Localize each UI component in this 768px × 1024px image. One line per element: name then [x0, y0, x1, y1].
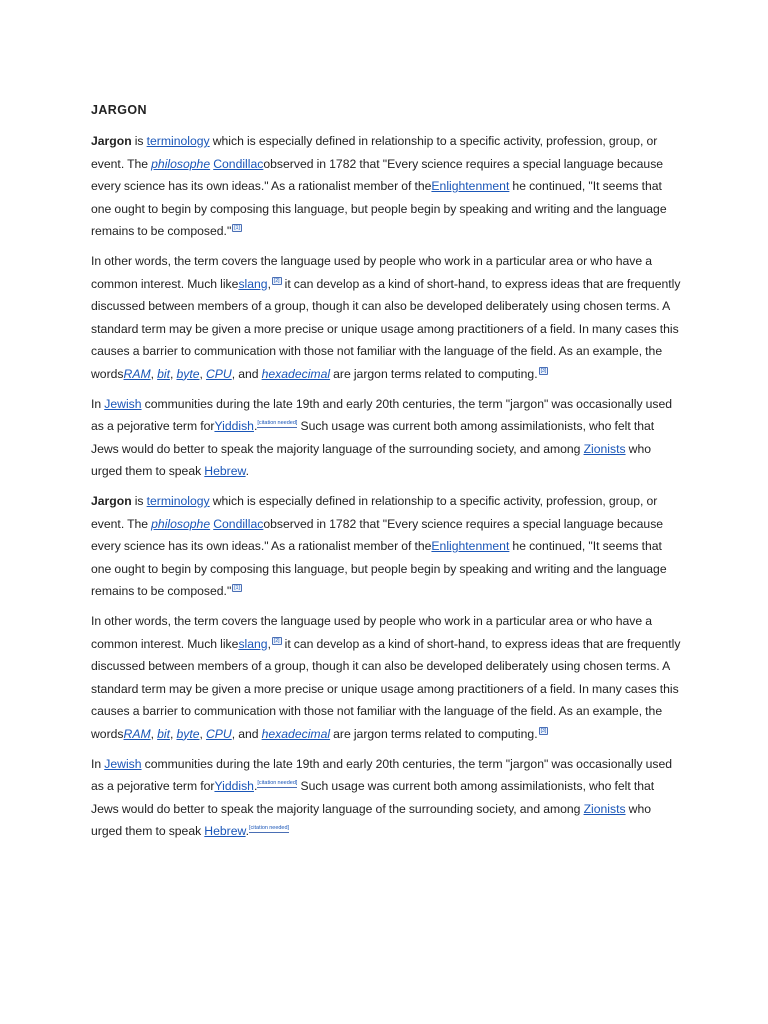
text: who urged them to speak [91, 801, 652, 838]
link-enlightenment[interactable]: Enlightenment [431, 179, 510, 193]
link-yiddish[interactable]: Yiddish [214, 779, 254, 793]
text: , [199, 726, 206, 741]
link-philosophe[interactable]: philosophe [151, 156, 211, 171]
link-slang[interactable]: slang [238, 636, 268, 651]
text: Such usage was current both among assimilationists, who felt that Jews would do better to speak the majority language of the surrounding society, and among [91, 419, 655, 456]
text: which is especially defined in relationship to a specific activity, profession, group, or event. The [91, 494, 658, 531]
link-terminology[interactable]: terminology [146, 134, 210, 148]
lead-term: Jargon [91, 134, 132, 148]
text: which is especially defined in relationship to a specific activity, profession, group, or event. The [91, 134, 658, 171]
link-cpu[interactable]: CPU [205, 366, 232, 381]
link-condillac[interactable]: Condillac [213, 156, 264, 171]
document-title: JARGON [91, 103, 147, 117]
citation-needed[interactable]: [citation needed] [249, 825, 290, 831]
paragraph-definition [91, 130, 683, 243]
text: , [267, 276, 271, 291]
text: , and [231, 726, 262, 741]
link-jewish[interactable]: Jewish [104, 396, 142, 411]
link-hebrew[interactable]: Hebrew [204, 464, 246, 478]
text: who urged them to speak [91, 441, 652, 478]
text: , and [231, 366, 262, 381]
text: it can develop as a kind of short-hand, to express ideas that are frequently discussed between members of a group, though it can also be developed deliberately using chosen terms. A standard term may be given a more precise or unique usage among practitioners of a field. In many cases this causes a barrier to communication with those not familiar with the language of the field. As an example, the words [91, 636, 681, 741]
citation-needed[interactable]: [citation needed] [257, 420, 298, 426]
reference-3[interactable]: [3] [540, 727, 547, 734]
text: . [253, 779, 258, 793]
text: observed in 1782 that "Every science requires a special language because every science has its own ideas." As a rationalist member of the [91, 516, 664, 553]
link-jewish[interactable]: Jewish [104, 756, 142, 771]
text: , [150, 366, 158, 381]
text: is [131, 134, 147, 148]
paragraph-definition [91, 490, 683, 603]
document-page [91, 102, 683, 850]
link-hexadecimal[interactable]: hexadecimal [261, 366, 331, 381]
text: In other words, the term covers the language used by people who work in a particular area or who have a common interest. Much like [91, 614, 653, 651]
link-ram[interactable]: RAM [123, 366, 151, 381]
text: In [91, 756, 105, 771]
link-condillac[interactable]: Condillac [213, 516, 264, 531]
link-enlightenment[interactable]: Enlightenment [431, 539, 510, 553]
text: communities during the late 19th and early 20th centuries, the term "jargon" was occasionally used as a pejorative term for [91, 396, 673, 433]
reference-3[interactable]: [3] [540, 367, 547, 374]
text: Such usage was current both among assimilationists, who felt that Jews would do better to speak the majority language of the surrounding society, and among [91, 779, 655, 816]
text: , [267, 636, 271, 651]
link-bit[interactable]: bit [157, 726, 170, 741]
link-ram[interactable]: RAM [123, 726, 151, 741]
text: communities during the late 19th and early 20th centuries, the term "jargon" was occasionally used as a pejorative term for [91, 756, 673, 793]
text: . [253, 419, 258, 433]
text: he continued, "It seems that one ought to begin by composing this language, but people begin by speaking and writing and the language remains to be composed." [91, 539, 667, 598]
link-hebrew[interactable]: Hebrew [204, 824, 246, 838]
reference-2[interactable]: [2] [273, 637, 280, 644]
text: In other words, the term covers the language used by people who work in a particular area or who have a common interest. Much like [91, 254, 653, 291]
text: , [169, 726, 177, 741]
link-byte[interactable]: byte [176, 366, 200, 381]
citation-needed[interactable]: [citation needed] [257, 780, 298, 786]
reference-1[interactable]: [1] [234, 585, 240, 591]
reference-1[interactable]: [1] [234, 225, 240, 231]
text: he continued, "It seems that one ought to begin by composing this language, but people begin by speaking and writing and the language remains to be composed." [91, 179, 667, 238]
paragraph-other-words [91, 610, 683, 745]
text: , [150, 726, 158, 741]
text: it can develop as a kind of short-hand, to express ideas that are frequently discussed between members of a group, though it can also be developed deliberately using chosen terms. A standard term may be given a more precise or unique usage among practitioners of a field. In many cases this causes a barrier to communication with those not familiar with the language of the field. As an example, the words [91, 276, 681, 381]
link-slang[interactable]: slang [238, 276, 268, 291]
text: . [245, 824, 250, 838]
link-byte[interactable]: byte [176, 726, 200, 741]
link-yiddish[interactable]: Yiddish [214, 419, 254, 433]
link-zionists[interactable]: Zionists [583, 441, 626, 456]
link-hexadecimal[interactable]: hexadecimal [261, 726, 331, 741]
text: In [91, 396, 105, 411]
text: , [169, 366, 177, 381]
lead-term: Jargon [91, 494, 132, 508]
link-terminology[interactable]: terminology [146, 494, 210, 508]
link-zionists[interactable]: Zionists [583, 801, 626, 816]
link-philosophe[interactable]: philosophe [151, 516, 211, 531]
paragraph-jewish [91, 753, 683, 843]
reference-2[interactable]: [2] [273, 277, 280, 284]
paragraph-jewish [91, 393, 683, 483]
text: . [245, 464, 250, 478]
link-cpu[interactable]: CPU [205, 726, 232, 741]
text: is [131, 494, 147, 508]
text: are jargon terms related to computing. [330, 366, 538, 381]
text: , [199, 366, 206, 381]
paragraph-other-words [91, 250, 683, 385]
text: are jargon terms related to computing. [330, 726, 538, 741]
text: observed in 1782 that "Every science requires a special language because every science has its own ideas." As a rationalist member of the [91, 156, 664, 193]
link-bit[interactable]: bit [157, 366, 170, 381]
